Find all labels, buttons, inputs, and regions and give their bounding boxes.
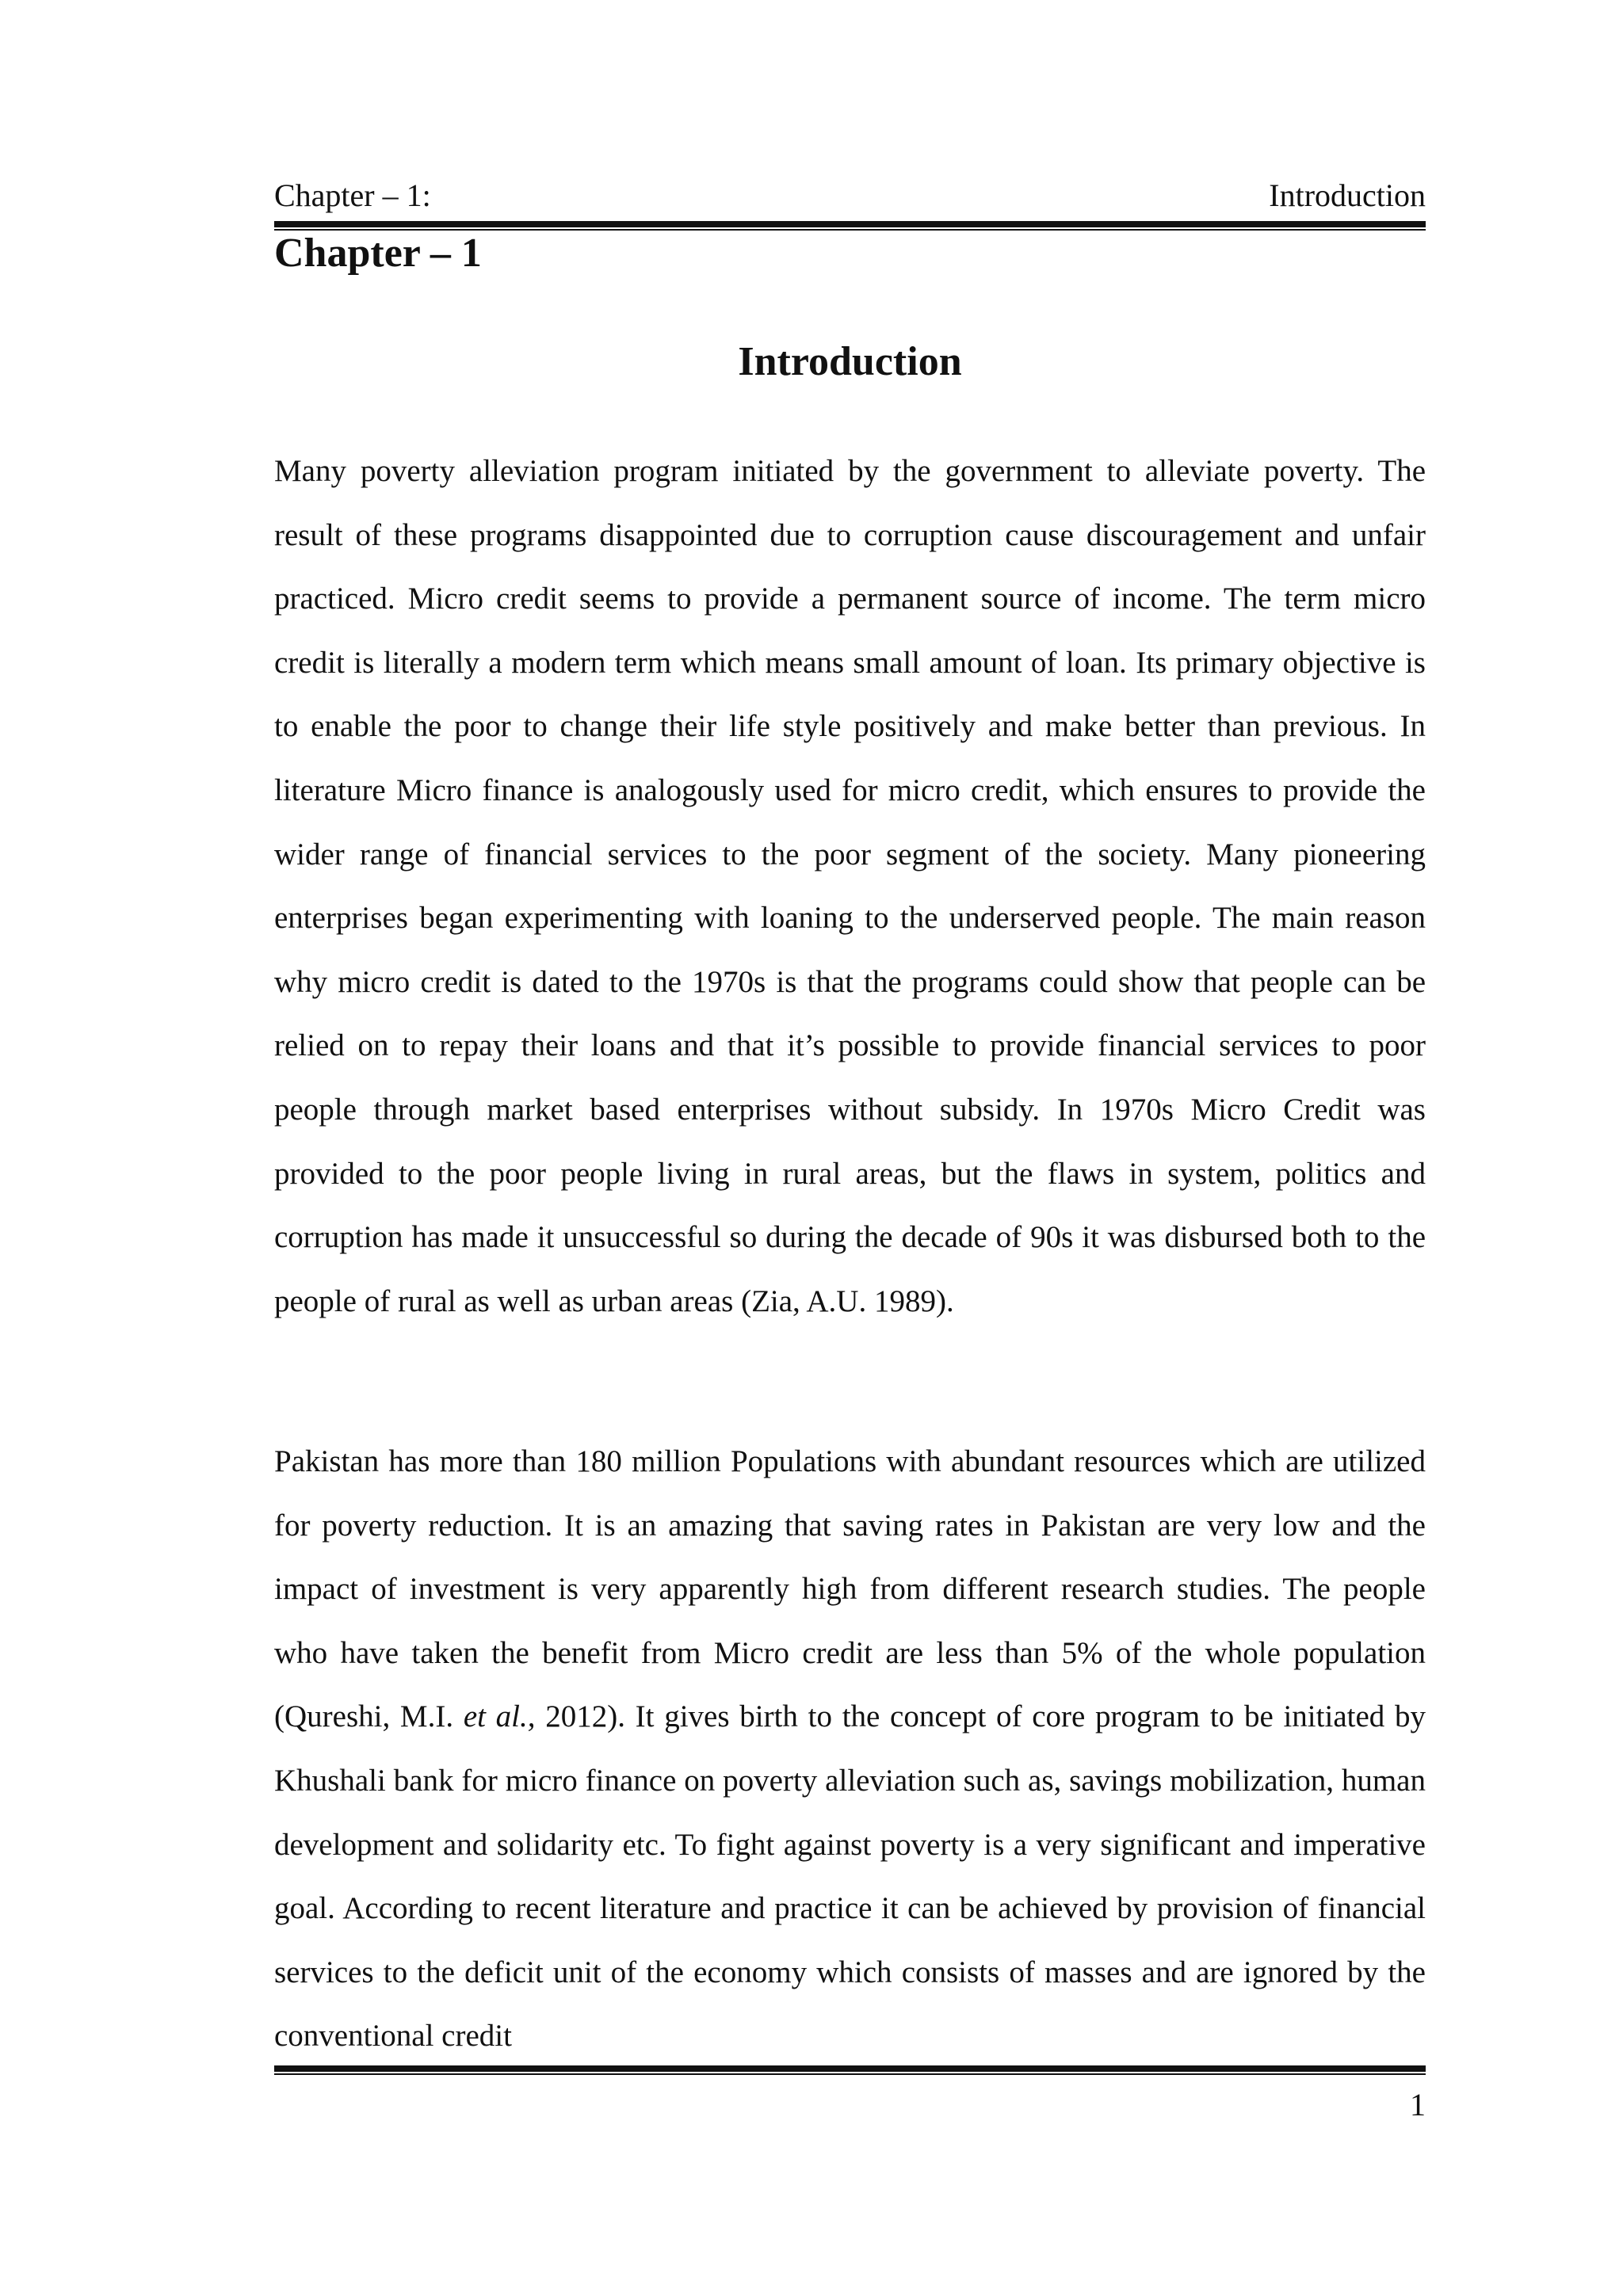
running-header	[274, 176, 1426, 215]
chapter-heading: Chapter – 1	[274, 231, 482, 276]
page-number: 1	[1410, 2087, 1426, 2122]
header-rule-thick	[274, 221, 1426, 227]
header-section-label: Introduction	[1269, 177, 1426, 213]
footer-rule-thin	[274, 2073, 1426, 2075]
header-chapter-label: Chapter – 1:	[274, 177, 431, 213]
footer-rule-thick	[274, 2065, 1426, 2072]
paragraph-2-citation-italic: et al.,	[463, 1699, 536, 1734]
paragraph-2-text-after: 2012). It gives birth to the concept of core program to be initiated by Khushali bank for micro finance on poverty alleviation such as, savings mobilization, human development and solidarity etc. To fight against poverty is a very significant and imperative goal. According to recent literature and practice it can be achieved by provision of financial services to the deficit unit of the economy which consists of masses and are ignored by the conventional credit	[274, 1699, 1426, 2054]
paragraph-1: Many poverty alleviation program initiated by the government to alleviate poverty. The result of these programs disappointed due to corruption cause discouragement and unfair practiced. Micro credit seems to provide a permanent source of income. The term micro credit is literally a modern term which means small amount of loan. Its primary objective is to enable the poor to change their life style positively and make better than previous. In literature Micro finance is analogously used for micro credit, which ensures to provide the wider range of financial services to the poor segment of the society. Many pioneering enterprises began experimenting with loaning to the underserved people. The main reason why micro credit is dated to the 1970s is that the programs could show that people can be relied on to repay their loans and that it’s possible to provide financial services to poor people through market based enterprises without subsidy. In 1970s Micro Credit was provided to the poor people living in rural areas, but the flaws in system, politics and corruption has made it unsuccessful so during the decade of 90s it was disbursed both to the people of rural as well as urban areas (Zia, A.U. 1989).	[274, 454, 1426, 1318]
paragraph-2-text-before: Pakistan has more than 180 million Populations with abundant resources which are utilized for poverty reduction. It is an amazing that saving rates in Pakistan are very low and the impact of investment is very apparently high from different research studies. The people who have taken the benefit from Micro credit are less than 5% of the whole population (Qureshi, M.I.	[274, 1444, 1426, 1734]
section-heading: Introduction	[738, 339, 962, 384]
paragraph-2	[274, 1430, 1426, 2069]
